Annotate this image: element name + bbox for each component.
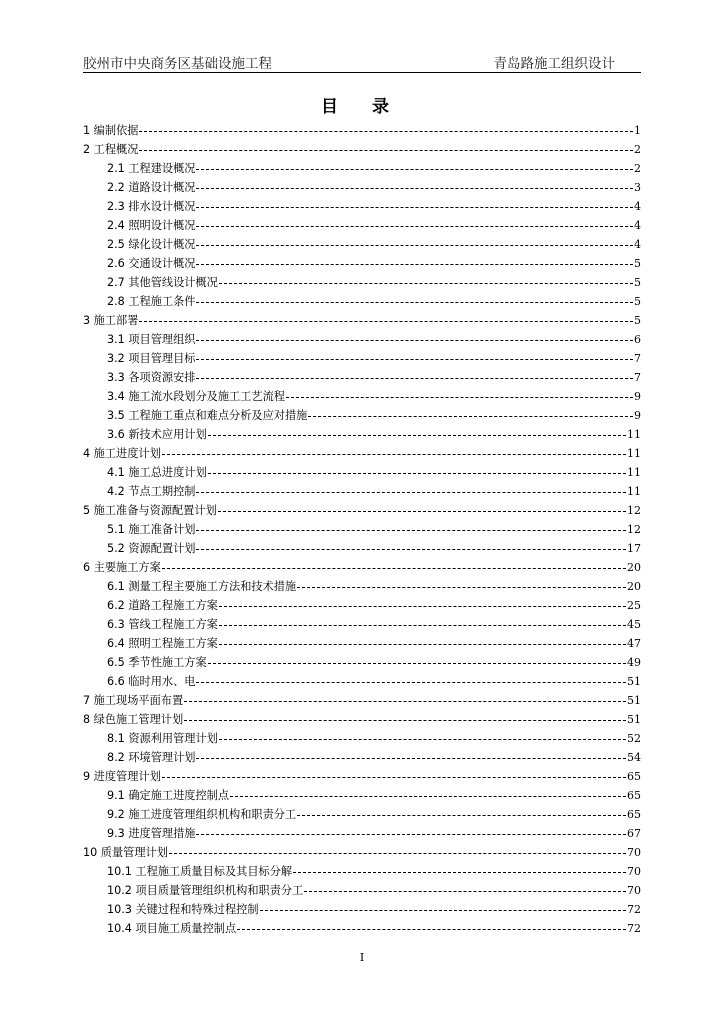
toc-entry-title: 2.5 绿化设计概况	[107, 238, 196, 251]
toc-leader-dots	[196, 520, 626, 539]
toc-entry-page: 54	[627, 751, 641, 764]
toc-entry[interactable]	[83, 748, 641, 767]
toc-entry-page: 67	[627, 827, 641, 840]
toc-entry[interactable]	[83, 197, 641, 216]
toc-entry-page: 52	[627, 732, 641, 745]
toc-entry[interactable]	[83, 330, 641, 349]
toc-entry-page: 51	[627, 675, 641, 688]
toc-entry[interactable]	[83, 786, 641, 805]
toc-entry-page: 4	[634, 219, 641, 232]
toc-leader-dots	[196, 368, 633, 387]
toc-entry[interactable]	[83, 558, 641, 577]
toc-entry-title: 9.2 施工进度管理组织机构和职责分工	[107, 808, 297, 821]
toc-entry-page: 2	[634, 143, 641, 156]
toc-entry-title: 2.2 道路设计概况	[107, 181, 196, 194]
toc-entry-page: 5	[634, 314, 641, 327]
toc-entry-title: 3.3 各项资源安排	[107, 371, 196, 384]
toc-entry-title: 4 施工进度计划	[83, 447, 161, 460]
toc-leader-dots	[196, 539, 626, 558]
toc-leader-dots	[304, 881, 626, 900]
toc-entry-page: 49	[627, 656, 641, 669]
toc-entry-page: 20	[627, 580, 641, 593]
toc-entry-page: 2	[634, 162, 641, 175]
toc-leader-dots	[219, 634, 626, 653]
toc-leader-dots	[196, 159, 633, 178]
toc-entry[interactable]	[83, 463, 641, 482]
toc-entry[interactable]	[83, 387, 641, 406]
toc-entry-page: 72	[627, 903, 641, 916]
toc-entry[interactable]	[83, 444, 641, 463]
toc-entry-title: 5.2 资源配置计划	[107, 542, 196, 555]
toc-entry[interactable]	[83, 805, 641, 824]
toc-leader-dots	[162, 444, 626, 463]
toc-entry-page: 12	[627, 523, 641, 536]
toc-entry[interactable]	[83, 520, 641, 539]
toc-entry[interactable]	[83, 767, 641, 786]
toc-entry-title: 6.5 季节性施工方案	[107, 656, 207, 669]
toc-leader-dots	[139, 311, 633, 330]
toc-leader-dots	[196, 197, 633, 216]
toc-entry-title: 9.1 确定施工进度控制点	[107, 789, 230, 802]
toc-entry-page: 5	[634, 276, 641, 289]
toc-entry-title: 8 绿色施工管理计划	[83, 713, 184, 726]
toc-leader-dots	[196, 349, 633, 368]
toc-entry-page: 70	[627, 865, 641, 878]
toc-leader-dots	[293, 862, 626, 881]
toc-entry-page: 11	[627, 447, 641, 460]
toc-entry[interactable]	[83, 273, 641, 292]
toc-entry[interactable]	[83, 710, 641, 729]
toc-entry-page: 11	[627, 466, 641, 479]
toc-entry-page: 20	[627, 561, 641, 574]
toc-leader-dots	[219, 596, 626, 615]
toc-leader-dots	[208, 463, 626, 482]
toc-entry-title: 8.1 资源利用管理计划	[107, 732, 218, 745]
header-document-title: 青岛路施工组织设计	[493, 56, 615, 72]
toc-entry-page: 11	[627, 485, 641, 498]
toc-leader-dots	[139, 121, 633, 140]
toc-entry-page: 70	[627, 846, 641, 859]
toc-leader-dots	[169, 843, 626, 862]
toc-entry-title: 3.4 施工流水段划分及施工工艺流程	[107, 390, 285, 403]
toc-entry-title: 8.2 环境管理计划	[107, 751, 196, 764]
toc-entry-page: 1	[634, 124, 641, 137]
toc-entry-title: 2.6 交通设计概况	[107, 257, 196, 270]
toc-leader-dots	[196, 748, 626, 767]
toc-entry[interactable]	[83, 368, 641, 387]
toc-entry[interactable]	[83, 178, 641, 197]
toc-entry-title: 2.8 工程施工条件	[107, 295, 196, 308]
toc-entry[interactable]	[83, 653, 641, 672]
toc-leader-dots	[184, 710, 626, 729]
toc-entry-title: 6.4 照明工程施工方案	[107, 637, 218, 650]
toc-leader-dots	[184, 691, 626, 710]
toc-entry-title: 2.4 照明设计概况	[107, 219, 196, 232]
toc-leader-dots	[208, 425, 626, 444]
toc-leader-dots	[308, 406, 633, 425]
toc-leader-dots	[218, 501, 626, 520]
toc-entry[interactable]	[83, 501, 641, 520]
toc-entry-title: 10.2 项目质量管理组织机构和职责分工	[107, 884, 304, 897]
toc-entry-title: 3.2 项目管理目标	[107, 352, 196, 365]
toc-entry-title: 3.5 工程施工重点和难点分析及应对措施	[107, 409, 308, 422]
toc-entry-title: 4.1 施工总进度计划	[107, 466, 207, 479]
toc-entry-title: 6.3 管线工程施工方案	[107, 618, 218, 631]
toc-entry-page: 9	[634, 390, 641, 403]
toc-entry-page: 6	[634, 333, 641, 346]
toc-entry-title: 5 施工准备与资源配置计划	[83, 504, 217, 517]
toc-leader-dots	[219, 729, 626, 748]
toc-entry[interactable]	[83, 216, 641, 235]
toc-entry-title: 6.1 测量工程主要施工方法和技术措施	[107, 580, 297, 593]
toc-entry[interactable]	[83, 843, 641, 862]
toc-leader-dots	[162, 767, 626, 786]
toc-entry[interactable]	[83, 881, 641, 900]
toc-entry[interactable]	[83, 159, 641, 178]
toc-entry-title: 10.3 关键过程和特殊过程控制	[107, 903, 259, 916]
toc-leader-dots	[196, 824, 626, 843]
toc-entry[interactable]	[83, 406, 641, 425]
toc-entry-title: 6.6 临时用水、电	[107, 675, 196, 688]
toc-entry[interactable]	[83, 425, 641, 444]
toc-leader-dots	[139, 140, 633, 159]
toc-leader-dots	[208, 653, 626, 672]
toc-entry[interactable]	[83, 919, 641, 938]
toc-entry-title: 2.1 工程建设概况	[107, 162, 196, 175]
page-number: I	[359, 951, 365, 964]
toc-entry-page: 5	[634, 257, 641, 270]
toc-entry-title: 2 工程概况	[83, 143, 139, 156]
toc-entry[interactable]	[83, 140, 641, 159]
toc-entry-page: 51	[627, 694, 641, 707]
toc-leader-dots	[196, 216, 633, 235]
toc-entry-page: 47	[627, 637, 641, 650]
toc-title: 目 录	[321, 97, 403, 117]
toc-entry-title: 6 主要施工方案	[83, 561, 161, 574]
toc-leader-dots	[260, 900, 626, 919]
toc-entry-page: 4	[634, 200, 641, 213]
toc-entry-page: 17	[627, 542, 641, 555]
toc-leader-dots	[196, 330, 633, 349]
toc-leader-dots	[297, 805, 626, 824]
toc-entry-title: 2.3 排水设计概况	[107, 200, 196, 213]
toc-entry-page: 65	[627, 789, 641, 802]
toc-leader-dots	[196, 482, 626, 501]
toc-entry[interactable]	[83, 349, 641, 368]
toc-entry[interactable]	[83, 900, 641, 919]
toc-entry-page: 65	[627, 770, 641, 783]
toc-entry[interactable]	[83, 235, 641, 254]
toc-leader-dots	[162, 558, 626, 577]
toc-entry[interactable]	[83, 672, 641, 691]
header-project-name: 胶州市中央商务区基础设施工程	[83, 56, 272, 72]
toc-entry-title: 4.2 节点工期控制	[107, 485, 196, 498]
toc-entry-page: 70	[627, 884, 641, 897]
toc-entry-title: 9 进度管理计划	[83, 770, 161, 783]
toc-entry-page: 3	[634, 181, 641, 194]
toc-entry-page: 5	[634, 295, 641, 308]
toc-entry-page: 51	[627, 713, 641, 726]
toc-entry-title: 10.1 工程施工质量目标及其目标分解	[107, 865, 293, 878]
toc-entry-title: 1 编制依据	[83, 124, 139, 137]
toc-entry-title: 10 质量管理计划	[83, 846, 168, 859]
toc-leader-dots	[196, 292, 633, 311]
toc-entry-page: 7	[634, 371, 641, 384]
toc-leader-dots	[196, 254, 633, 273]
table-of-contents	[83, 121, 641, 938]
toc-entry-page: 65	[627, 808, 641, 821]
toc-entry-title: 9.3 进度管理措施	[107, 827, 196, 840]
toc-entry[interactable]	[83, 311, 641, 330]
toc-leader-dots	[196, 178, 633, 197]
page-header	[83, 52, 641, 73]
toc-entry-page: 11	[627, 428, 641, 441]
toc-entry[interactable]	[83, 824, 641, 843]
toc-entry[interactable]	[83, 691, 641, 710]
toc-leader-dots	[297, 577, 626, 596]
toc-entry[interactable]	[83, 862, 641, 881]
toc-entry[interactable]	[83, 634, 641, 653]
toc-entry-title: 10.4 项目施工质量控制点	[107, 922, 237, 935]
toc-entry-page: 25	[627, 599, 641, 612]
toc-leader-dots	[196, 672, 626, 691]
toc-entry[interactable]	[83, 539, 641, 558]
toc-leader-dots	[237, 919, 626, 938]
toc-leader-dots	[230, 786, 626, 805]
toc-entry[interactable]	[83, 121, 641, 140]
toc-entry-page: 7	[634, 352, 641, 365]
toc-entry-title: 6.2 道路工程施工方案	[107, 599, 218, 612]
toc-entry[interactable]	[83, 596, 641, 615]
toc-entry-page: 12	[627, 504, 641, 517]
toc-entry-page: 9	[634, 409, 641, 422]
toc-entry[interactable]	[83, 482, 641, 501]
toc-entry-title: 3 施工部署	[83, 314, 139, 327]
toc-leader-dots	[286, 387, 633, 406]
toc-entry-title: 3.1 项目管理组织	[107, 333, 196, 346]
toc-leader-dots	[219, 615, 626, 634]
toc-entry[interactable]	[83, 577, 641, 596]
toc-entry-page: 4	[634, 238, 641, 251]
toc-entry[interactable]	[83, 292, 641, 311]
toc-entry[interactable]	[83, 254, 641, 273]
toc-entry-page: 45	[627, 618, 641, 631]
toc-entry-title: 7 施工现场平面布置	[83, 694, 184, 707]
toc-entry-title: 2.7 其他管线设计概况	[107, 276, 218, 289]
toc-entry[interactable]	[83, 615, 641, 634]
toc-entry[interactable]	[83, 729, 641, 748]
toc-leader-dots	[196, 235, 633, 254]
toc-entry-title: 5.1 施工准备计划	[107, 523, 196, 536]
toc-entry-title: 3.6 新技术应用计划	[107, 428, 207, 441]
toc-entry-page: 72	[627, 922, 641, 935]
toc-leader-dots	[219, 273, 633, 292]
